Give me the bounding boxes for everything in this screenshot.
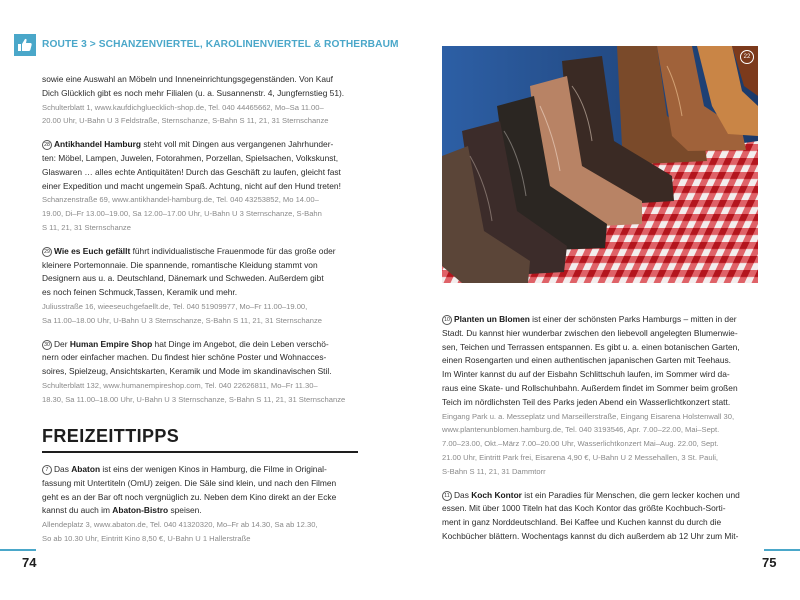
meta-line: Juliusstraße 16, wieeseuchgefaellt.de, Tel. 040 51909977, Mo–Fr 11.00–19.00, xyxy=(42,301,308,311)
text-line: einer Expedition und macht ungemein Spaß. Achtung, nicht auf den Hund treten! xyxy=(42,180,341,191)
meta-line: Eingang Park u. a. Messeplatz und Marseillerstraße, Eingang Eisarena Holstenwall 30, xyxy=(442,411,735,421)
text-line: kleinere Portemonnaie. Die spannende, romantische Kleidung stammt von xyxy=(42,259,318,270)
cowboy-boots-photo xyxy=(442,46,758,283)
text-fragment: kannst du auch im xyxy=(42,505,113,516)
entry-text: hat Dinge im Angebot, die dein Leben verschö- xyxy=(152,338,329,349)
entry-human-empire-shop xyxy=(42,338,358,407)
entry-text: ist einer der schönsten Parks Hamburgs – mitten in der xyxy=(529,314,737,324)
text-line: einen Rosengarten und einen authentischen japanischen Garten mit Teehaus. xyxy=(442,355,731,366)
route-badge xyxy=(14,34,36,56)
entry-name: Abaton-Bistro xyxy=(112,505,169,516)
text-line: Kochbücher blättern. Wochentags kannst du dich außerdem ab 12 Uhr zum Mit- xyxy=(442,530,739,541)
route-header: ROUTE 3 > SCHANZENVIERTEL, KAROLINENVIERTEL & ROTHERBAUM xyxy=(42,39,399,50)
entry-prefix: Das xyxy=(454,489,472,500)
entry-antikhandel xyxy=(42,138,358,235)
meta-line: Schulterblatt 132, www.humanempireshop.com, Tel. 040 22626811, Mo–Fr 11.30– xyxy=(42,380,318,390)
entry-name: Antikhandel Hamburg xyxy=(54,139,142,150)
meta-line: Allendeplatz 3, www.abaton.de, Tel. 040 41320320, Mo–Fr ab 14.30, Sa ab 12.30, xyxy=(42,520,318,530)
section-title: FREIZEITTIPPS xyxy=(42,426,358,453)
text-line: Designern aus u. a. Deutschland, Dänemark und Schweden. Außerdem gibt xyxy=(42,273,324,284)
text-line: fassung mit Untertiteln (OmU) zeigen. Die Säle sind klein, und nach den Filmen xyxy=(42,477,337,488)
entry-name: Human Empire Shop xyxy=(69,338,153,349)
entry-prefix: Das xyxy=(54,464,72,474)
text-fragment: speisen. xyxy=(168,505,202,516)
meta-line: 20.00 Uhr, U-Bahn U 3 Feldstraße, Sternschanze, S-Bahn S 11, 21, 31 Sternschanze xyxy=(42,116,329,126)
text-line: nern oder einfacher machen. Du findest hier schöne Poster und Wohnacces- xyxy=(42,352,327,363)
meta-line: S-Bahn S 11, 21, 31 Dammtorr xyxy=(442,466,546,476)
entry-number: 11 xyxy=(442,491,452,501)
text-line: soires, Spielzeug, Ansichtskarten, Keramik und Mode im skandinavischen Stil. xyxy=(42,366,332,377)
entry-prefix: Der xyxy=(54,338,70,349)
text-line: Stadt. Du kannst hier wunderbar zwischen den liebevoll angelegten Blumenwie- xyxy=(442,327,738,338)
entry-planten-un-blomen xyxy=(442,313,758,479)
right-column xyxy=(442,313,758,554)
freizeittipps-section xyxy=(42,426,358,556)
entry-text: ist ein Paradies für Menschen, die gern lecker kochen und xyxy=(521,489,740,500)
entry-number: 7 xyxy=(42,465,52,475)
entry-text: steht voll mit Dingen aus vergangenen Jahrhunder- xyxy=(141,139,334,150)
text-line: Glaswaren … alles echte Antiquitäten! Durch das Geschäft zu laufen, gleicht fast xyxy=(42,166,341,177)
footer-rule-left xyxy=(0,549,36,551)
entry-number: 10 xyxy=(442,315,452,325)
meta-line: 18.30, Sa 11.00–18.00 Uhr, U-Bahn U 3 Sternschanze, S-Bahn S 11, 21, 31 Sternschanze xyxy=(42,394,346,404)
text-line: essen. Mit über 1000 Titeln hat das Koch Kontor das größte Kochbuch-Sorti- xyxy=(442,503,726,514)
text-line: geht es an der Bar oft noch vergnüglich zu. Neben dem Kino direkt an der Ecke xyxy=(42,491,337,502)
entry-number: 29 xyxy=(42,247,52,257)
entry-abaton xyxy=(42,463,358,546)
entry-name: Planten un Blomen xyxy=(454,314,530,324)
left-column xyxy=(42,73,358,417)
entry-number: 28 xyxy=(42,140,52,150)
meta-line: Sa 11.00–18.00 Uhr, U-Bahn U 3 Sternschanze, S-Bahn S 11, 21, 31 Sternschanze xyxy=(42,315,323,325)
entry-wie-es-euch-gefaellt xyxy=(42,245,358,328)
text-line: sen, Teichen und Terrassen entspannen. Es gibt u. a. einen botanischen Garten, xyxy=(442,341,740,352)
text-line: es noch feinen Schmuck,Tassen, Keramik und mehr. xyxy=(42,287,238,298)
entry-text: führt individualistische Frauenmode für das große oder xyxy=(130,245,336,256)
entry-name: Koch Kontor xyxy=(471,489,522,500)
entry-name: Abaton xyxy=(71,464,101,474)
text-line: raus eine Skate- und Rollschuhbahn. Außerdem findet im Sommer beim großen xyxy=(442,382,738,393)
text-line: Im Winter kannst du auf der Eisbahn Schlittschuh laufen, im Sommer wird da- xyxy=(442,369,730,380)
photo-badge-label: 22 xyxy=(743,54,751,60)
photo-badge xyxy=(740,50,754,64)
entry-koch-kontor xyxy=(442,489,758,544)
text-line: Dich Glücklich gibt es noch mehr Filialen (u. a. Susannenstr. 4, Jungfernstieg 51). xyxy=(42,87,345,98)
text-line: ment in ganz Norddeutschland. Bei Kaffee und Kuchen kannst du durch die xyxy=(442,517,722,528)
meta-line: 21.00 Uhr, Eintritt Park frei, Eisarena 4,90 €, U-Bahn U 2 Messehallen, 3 St. Pauli, xyxy=(442,452,719,462)
text-line: sowie eine Auswahl an Möbeln und Inneneinrichtungsgegenständen. Von Kauf xyxy=(42,74,334,84)
text-line: ten: Möbel, Lampen, Juwelen, Fotorahmen, Porzellan, Spielsachen, Volkskunst, xyxy=(42,152,339,163)
meta-line: 19.00, Di–Fr 13.00–19.00, Sa 12.00–17.00 Uhr, U-Bahn U 3 Sternschanze, S-Bahn xyxy=(42,209,322,219)
camera-photo-icon xyxy=(442,46,758,283)
entry-text: ist eins der wenigen Kinos in Hamburg, die Filme in Original- xyxy=(100,464,327,474)
entry-name: Wie es Euch gefällt xyxy=(54,245,131,256)
entry-number: 30 xyxy=(42,340,52,350)
meta-line: www.plantenunblomen.hamburg.de, Tel. 040 3193546, Apr. 7.00–22.00, Mai–Sept. xyxy=(442,425,720,435)
page-number-left: 74 xyxy=(22,555,37,570)
meta-line: Schanzenstraße 69, www.antikhandel-hamburg.de, Tel. 040 43253852, Mo 14.00– xyxy=(42,195,319,205)
thumbs-up-icon xyxy=(17,37,33,53)
meta-line: Schulterblatt 1, www.kaufdichgluecklich-shop.de, Tel. 040 44465662, Mo–Sa 11.00– xyxy=(42,102,324,112)
meta-line: 7.00–23.00, Okt.–März 7.00–20.00 Uhr, Wasserlichtkonzert Mai–Aug. 22.00, Sept. xyxy=(442,439,719,449)
page-number-right: 75 xyxy=(762,555,777,570)
footer-rule-right xyxy=(764,549,800,551)
meta-line: So ab 10.30 Uhr, Eintritt Kino 8,50 €, U-Bahn U 1 Hallerstraße xyxy=(42,533,251,543)
intro-paragraph xyxy=(42,73,358,128)
text-line: Teich im nördlichsten Teil des Parks jeden Abend ein Wasserlichtkonzert statt. xyxy=(442,396,731,407)
meta-line: S 11, 21, 31 Sternschanze xyxy=(42,222,131,232)
